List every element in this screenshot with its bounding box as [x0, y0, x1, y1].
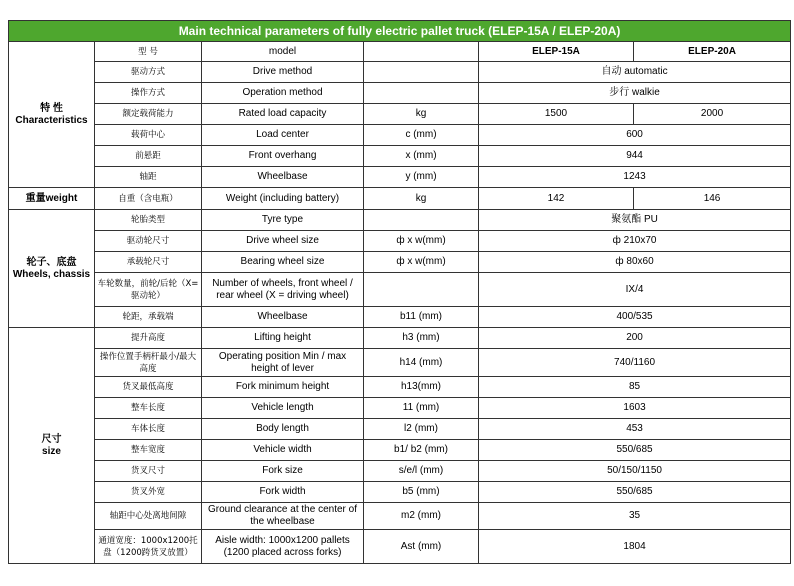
row-en: Load center — [202, 125, 364, 146]
row-en: Lifting height — [202, 328, 364, 349]
table-row — [9, 83, 791, 104]
value-elep15a: 1500 — [479, 104, 634, 125]
row-en: Aisle width: 1000x1200 pallets (1200 placed across forks) — [202, 530, 364, 564]
row-en: Operation method — [202, 83, 364, 104]
table-row — [9, 398, 791, 419]
row-unit: x (mm) — [364, 146, 479, 167]
row-value: 85 — [479, 377, 791, 398]
row-unit: m2 (mm) — [364, 503, 479, 530]
row-en: Body length — [202, 419, 364, 440]
row-cn: 型 号 — [95, 42, 202, 62]
row-unit — [364, 273, 479, 307]
row-en: Fork size — [202, 461, 364, 482]
table-row — [9, 482, 791, 503]
row-cn: 操作方式 — [95, 83, 202, 104]
row-value: 400/535 — [479, 307, 791, 328]
row-unit — [364, 62, 479, 83]
row-value: IX/4 — [479, 273, 791, 307]
row-value: 50/150/1150 — [479, 461, 791, 482]
row-unit — [364, 42, 479, 62]
row-unit: b1/ b2 (mm) — [364, 440, 479, 461]
row-value: 步行 walkie — [479, 83, 791, 104]
row-en: Ground clearance at the center of the wheelbase — [202, 503, 364, 530]
category-en: Wheels, chassis — [12, 268, 91, 280]
value-elep15a: ELEP-15A — [479, 42, 634, 62]
spec-sheet — [8, 20, 790, 564]
row-cn: 操作位置手柄杆最小/最大高度 — [95, 349, 202, 377]
row-value: 944 — [479, 146, 791, 167]
category-wheels — [9, 210, 95, 328]
value-elep15a: 142 — [479, 188, 634, 210]
value-elep20a: 146 — [634, 188, 791, 210]
table-row — [9, 188, 791, 210]
row-value: 35 — [479, 503, 791, 530]
table-row — [9, 252, 791, 273]
row-cn: 轴距 — [95, 167, 202, 188]
table-row — [9, 419, 791, 440]
row-cn: 前悬距 — [95, 146, 202, 167]
table-row — [9, 42, 791, 62]
row-en: Operating position Min / max height of lever — [202, 349, 364, 377]
row-value: 1804 — [479, 530, 791, 564]
row-cn: 自重（含电瓶） — [95, 188, 202, 210]
row-value: ф 210x70 — [479, 231, 791, 252]
row-cn: 驱动方式 — [95, 62, 202, 83]
row-cn: 整车长度 — [95, 398, 202, 419]
row-value: 自动 automatic — [479, 62, 791, 83]
row-unit: l2 (mm) — [364, 419, 479, 440]
row-cn: 载荷中心 — [95, 125, 202, 146]
table-row — [9, 349, 791, 377]
row-en: Front overhang — [202, 146, 364, 167]
row-cn: 货叉最低高度 — [95, 377, 202, 398]
row-unit: ф x w(mm) — [364, 252, 479, 273]
table-row — [9, 231, 791, 252]
row-cn: 驱动轮尺寸 — [95, 231, 202, 252]
row-unit: h3 (mm) — [364, 328, 479, 349]
row-unit: y (mm) — [364, 167, 479, 188]
row-en: Wheelbase — [202, 167, 364, 188]
row-en: Bearing wheel size — [202, 252, 364, 273]
table-row — [9, 440, 791, 461]
row-en: Drive method — [202, 62, 364, 83]
row-en: model — [202, 42, 364, 62]
row-unit: b11 (mm) — [364, 307, 479, 328]
row-unit: kg — [364, 188, 479, 210]
row-cn: 承载轮尺寸 — [95, 252, 202, 273]
table-row — [9, 530, 791, 564]
row-en: Drive wheel size — [202, 231, 364, 252]
row-value: ф 80x60 — [479, 252, 791, 273]
row-value: 550/685 — [479, 440, 791, 461]
category-weight: 重量weight — [9, 188, 95, 210]
row-en: Tyre type — [202, 210, 364, 231]
category-cn: 轮子、底盘 — [26, 256, 77, 268]
table-row — [9, 307, 791, 328]
row-en: Rated load capacity — [202, 104, 364, 125]
row-unit — [364, 83, 479, 104]
row-value: 1243 — [479, 167, 791, 188]
row-unit: h13(mm) — [364, 377, 479, 398]
spec-table — [8, 20, 791, 564]
value-elep20a: ELEP-20A — [634, 42, 791, 62]
row-en: Fork width — [202, 482, 364, 503]
category-cn: 特 性 — [40, 102, 63, 114]
table-row — [9, 377, 791, 398]
row-value: 聚氨酯 PU — [479, 210, 791, 231]
row-unit: 11 (mm) — [364, 398, 479, 419]
table-row — [9, 328, 791, 349]
row-cn: 轴距中心处离地间隙 — [95, 503, 202, 530]
row-cn: 整车宽度 — [95, 440, 202, 461]
category-en: Characteristics — [15, 114, 88, 126]
table-row — [9, 461, 791, 482]
row-cn: 额定载荷能力 — [95, 104, 202, 125]
row-unit: s/e/l (mm) — [364, 461, 479, 482]
value-elep20a: 2000 — [634, 104, 791, 125]
row-cn: 车轮数量，前轮/后轮（X=驱动轮） — [95, 273, 202, 307]
row-value: 453 — [479, 419, 791, 440]
table-row — [9, 210, 791, 231]
category-characteristics — [9, 42, 95, 188]
row-unit: h14 (mm) — [364, 349, 479, 377]
row-unit: Ast (mm) — [364, 530, 479, 564]
category-en: size — [42, 445, 61, 457]
category-size — [9, 328, 95, 564]
row-value: 200 — [479, 328, 791, 349]
table-row — [9, 273, 791, 307]
row-cn: 提升高度 — [95, 328, 202, 349]
row-unit: c (mm) — [364, 125, 479, 146]
row-cn: 车体长度 — [95, 419, 202, 440]
row-value: 550/685 — [479, 482, 791, 503]
category-cn: 尺寸 — [41, 433, 62, 445]
table-row — [9, 146, 791, 167]
table-row — [9, 503, 791, 530]
table-title: Main technical parameters of fully electric pallet truck (ELEP-15A / ELEP-20A) — [9, 21, 791, 42]
row-value: 600 — [479, 125, 791, 146]
row-cn: 轮胎类型 — [95, 210, 202, 231]
row-en: Vehicle length — [202, 398, 364, 419]
table-row — [9, 167, 791, 188]
row-en: Fork minimum height — [202, 377, 364, 398]
row-value: 740/1160 — [479, 349, 791, 377]
row-en: Wheelbase — [202, 307, 364, 328]
row-unit: ф x w(mm) — [364, 231, 479, 252]
row-value: 1603 — [479, 398, 791, 419]
table-row — [9, 62, 791, 83]
row-unit — [364, 210, 479, 231]
row-en: Number of wheels, front wheel / rear wheel (X = driving wheel) — [202, 273, 364, 307]
table-row — [9, 125, 791, 146]
table-row — [9, 104, 791, 125]
row-en: Vehicle width — [202, 440, 364, 461]
row-cn: 货叉外宽 — [95, 482, 202, 503]
row-cn: 通道宽度：1000x1200托盘（1200跨货叉放置） — [95, 530, 202, 564]
row-cn: 货叉尺寸 — [95, 461, 202, 482]
row-unit: b5 (mm) — [364, 482, 479, 503]
row-en: Weight (including battery) — [202, 188, 364, 210]
row-cn: 轮距，承载端 — [95, 307, 202, 328]
row-unit: kg — [364, 104, 479, 125]
